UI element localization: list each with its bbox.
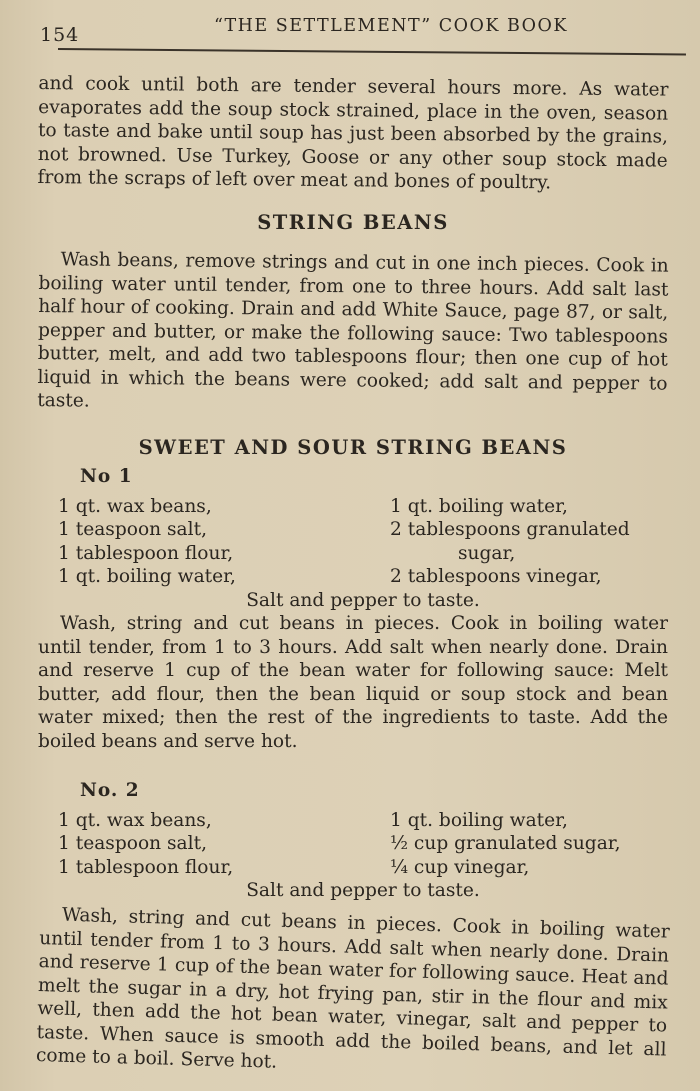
ingredient-right: 2 tablespoons granulated (390, 519, 630, 540)
intro-paragraph: and cook until both are tender several hours more. As water evaporates add the soup stock strained, place in the oven, season to taste and bake until soup has just been absorbed by the grains, not browned. Use Turkey, Goose or any other soup stock made from the scraps of left over meat and bones of poultry. (37, 73, 669, 194)
page-number: 154 (40, 24, 80, 46)
running-head (40, 14, 680, 54)
ingredient-right: sugar, (458, 542, 516, 564)
sweet-sour-title: SWEET AND SOUR STRING BEANS (138, 435, 568, 459)
recipe-no1-label: No 1 (80, 466, 133, 487)
recipe-no2-method: Wash, string and cut beans in pieces. Cook in boiling water until tender from 1 to 3 hours. Add salt when nearly done. Drain and reserve 1 cup of the bean water for following sauce. Heat and melt the sugar in a dry, hot frying pan, stir in the flour and mix well, then add the hot bean water, vinegar, salt and pepper to taste. When sauce is smooth add the boiled beans, and let all come to a boil. Serve hot. (35, 904, 671, 1073)
ingredient-left: 1 tablespoon flour, (58, 856, 234, 878)
header-title: “THE SETTLEMENT” COOK BOOK (214, 16, 568, 36)
header-rule (58, 48, 686, 55)
ingredient-left: 1 teaspoon salt, (58, 833, 207, 854)
ingredient-left: 1 qt. boiling water, (58, 566, 236, 587)
ingredient-left: 1 qt. wax beans, (58, 809, 212, 831)
string-beans-title: STRING BEANS (257, 210, 449, 234)
ingredient-left: 1 qt. wax beans, (58, 495, 212, 517)
ingredient-right: 1 qt. boiling water, (390, 495, 568, 517)
recipe-no2-ingredients (58, 809, 668, 880)
ingredient-left: 1 teaspoon salt, (58, 519, 207, 540)
ingredient-right: ¼ cup vinegar, (390, 856, 530, 878)
ingredient-left: 1 tablespoon flour, (58, 542, 234, 564)
recipe-no1-method: Wash, string and cut beans in pieces. Cook in boiling water until tender, from 1 to 3 hours. Add salt when nearly done. Drain and reserve 1 cup of the bean water for following sauce: Melt butter, add flour, then the bean liquid or soup stock and bean water mixed; then the rest of the ingredients to taste. Add the boiled beans and serve hot. (38, 613, 668, 752)
recipe-no2-label: No. 2 (80, 780, 140, 801)
ingredient-right: ½ cup granulated sugar, (390, 833, 621, 854)
ingredient-right: 1 qt. boiling water, (390, 809, 568, 831)
ingredient-right: 2 tablespoons vinegar, (390, 566, 602, 587)
page-content (35, 72, 671, 1073)
recipe-no1-seasoning: Salt and pepper to taste. (246, 589, 480, 611)
string-beans-text: Wash beans, remove strings and cut in one inch pieces. Cook in boiling water until tender, from one to three hours. Add salt last half hour of cooking. Drain and add White Sauce, page 87, or salt, pepper and butter, or make the following sauce: Two tablespoons butter, melt, and add two tablespoons flour; then one cup of hot liquid in which the beans were cooked; add salt and pepper to taste. (37, 249, 669, 412)
recipe-no2-seasoning: Salt and pepper to taste. (246, 880, 480, 901)
recipe-no1-ingredients (58, 495, 668, 589)
